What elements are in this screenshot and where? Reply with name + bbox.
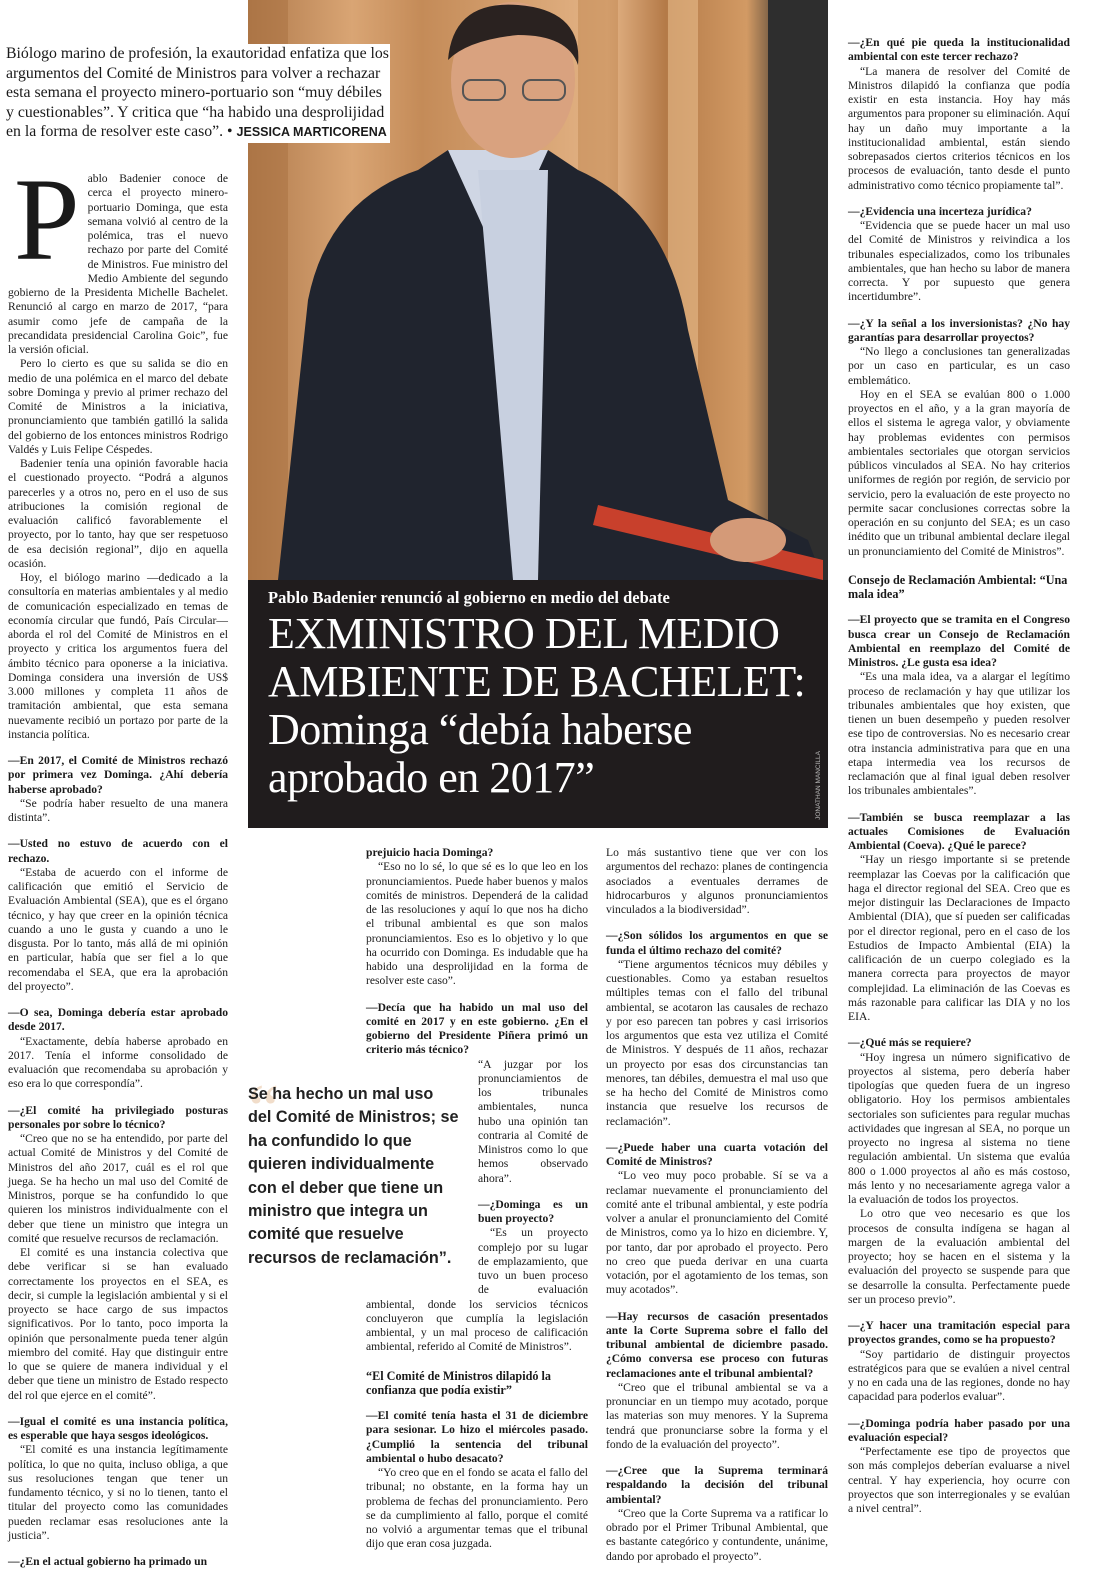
- article-column-2: [366, 846, 588, 1552]
- paragraph: Lo otro que veo necesario es que los procesos de consulta indígena se hagan al margen de la evaluación ambiental del proyecto; hoy se hacen en el sistema y la evaluación del proyecto se suspende para que se desarrolle la consulta. Perfectamente puede ser un proceso previo”.: [848, 1207, 1070, 1306]
- interview-question: —¿En qué pie queda la institucionalidad ambiental con este tercer rechazo?: [848, 36, 1070, 64]
- paragraph: “Soy partidario de distinguir proyectos estratégicos para que se evalúen a nivel central y no en cada una de las regiones, donde no hay capacidad para poderlos evaluar”.: [848, 1347, 1070, 1404]
- headline-title: EXMINISTRO DEL MEDIO AMBIENTE DE BACHELET: Dominga “debía haberse aprobado en 2017”: [268, 609, 806, 802]
- interview-question: —Decía que ha habido un mal uso del comité en 2017 y en este gobierno. ¿En el gobierno del Presidente Piñera primó un criterio más técnico?: [366, 1000, 588, 1057]
- interview-question: prejuicio hacia Dominga?: [366, 846, 494, 859]
- paragraph: “Exactamente, debía haberse aprobado en 2017. Tenía el informe consolidado de evaluación que recomendaba su aprobación y eso era lo que correspondía”.: [8, 1034, 228, 1091]
- article-column-4: [848, 36, 1070, 1516]
- column-body-top: [366, 846, 588, 1058]
- interview-question: —¿Dominga podría haber pasado por una evaluación especial?: [848, 1416, 1070, 1444]
- paragraph: “Yo creo que en el fondo se acata el fallo del tribunal; no obstante, en la forma hay un problema de fechas del pronunciamiento. Pero se da cumplimiento al fallo, porque el comité no volvió a argumentar temas que el tribunal dijo que eran cosa juzgada.: [366, 1466, 588, 1551]
- article-lead: [6, 44, 390, 143]
- headline-kicker: Pablo Badenier renunció al gobierno en medio del debate: [268, 588, 670, 607]
- paragraph: “Lo veo muy poco probable. Sí se va a reclamar nuevamente el pronunciamiento del comité ante el tribunal ambiental, y este podría volver a anular el pronunciamiento del Comité de Ministros, como ya lo hizo en diciembre. Y, por tanto, dar por aprobado el proyecto. Pero no creo que pueda derivar en una cuarta votación, por el agotamiento de los temas, son muy acotados”.: [606, 1169, 828, 1297]
- interview-question: —¿En el actual gobierno ha primado un: [8, 1555, 208, 1568]
- paragraph: “Hoy ingresa un número significativo de proyectos al sistema, pero debería haber tipologías que queden fuera de un ingreso obligatorio. Hoy los permisos ambientales sectoriales son suficientes para regular muchas actividades que ingresan al SEA, no porque un proyecto no ingresa al sistema no tiene regulación ambiental. Un sistema que evalúa 800 o 1.000 proyectos al año es más costoso, más lento y no necesariamente agrega valor a la evaluación de todos los proyectos.: [848, 1050, 1070, 1206]
- article-column-1: [8, 154, 228, 1569]
- section-subhead: “El Comité de Ministros dilapidó la confianza que podía existir”: [366, 1368, 551, 1397]
- interview-question: —¿Puede haber una cuarta votación del Comité de Ministros?: [606, 1140, 828, 1168]
- paragraph: “Estaba de acuerdo con el informe de calificación que emitió el Servicio de Evaluación Ambiental (SEA), que es el órgano técnico, y hay que creer en la opinión técnica cuando a uno le gusta y cuando a uno le disgusta. Por lo tanto, más allá de mi opinión en particular, había que ser fiel a lo que recomendaba el SEA, que era la aprobación del proyecto”.: [8, 865, 228, 993]
- paragraph: “Creo que el tribunal ambiental se va a pronunciar en un tiempo muy acotado, porque las materias son muy menores. Y la Suprema tendrá que pronunciarse sobre la forma y el fondo de la evaluación del proyecto”.: [606, 1380, 828, 1451]
- column-body: [8, 154, 228, 1569]
- paragraph: “A juzgar por los pronunciamientos de los tribunales ambientales, nunca hubo una opinión tan contraria al Comité de Ministros como lo que hemos observado ahora”.: [478, 1057, 588, 1185]
- drop-cap: P: [14, 154, 80, 285]
- interview-question: —¿Y hacer una tramitación especial para proyectos grandes, como se ha propuesto?: [848, 1319, 1070, 1347]
- interview-question: —¿Son sólidos los argumentos en que se funda el último rechazo del comité?: [606, 929, 828, 957]
- paragraph: “Evidencia que se puede hacer un mal uso del Comité de Ministros y reivindica a los tribunales especializados, como los tribunales ambientales, que han hecho su labor de manera correcta. Y por supuesto que genera incertidumbre”.: [848, 219, 1070, 304]
- interview-question: —Hay recursos de casación presentados ante la Corte Suprema sobre el fallo del tribunal ambiental de diciembre pasado. ¿Cómo conversa ese proceso con futuras reclamaciones ante el tribunal ambiental?: [606, 1309, 828, 1380]
- paragraph: “Hay un riesgo importante si se pretende reemplazar las Coevas por la calificación que haga el director regional del SEA. Creo que es mejor distinguir las Declaraciones de Impacto Ambiental (DIA), que sí pueden ser calificadas por el director regional, pero en el caso de los Estudios de Impacto Ambiental (EIA) la calificación de un cuerpo colegiado es la manera correcta para proyectos de mayor complejidad. La eliminación de las Coevas es más razonable para calificar las DIA y no los EIA.: [848, 853, 1070, 1023]
- paragraph: “Eso no lo sé, lo que sé es lo que leo en los pronunciamientos. Puede haber buenos y malos comités de ministros. Dependerá de la calidad de las resoluciones y aquí lo que nos ha dicho el tribunal ambiental es que son malos pronunciamientos. Eso es lo objetivo y lo que ha ocurrido con Dominga. Es indudable que ha habido una desprolijidad en la forma de resolver este caso”.: [366, 860, 588, 988]
- paragraph: “Es un proyecto complejo por su lugar de emplazamiento, que tuvo un buen proceso de evaluación ambiental, donde los servicios técnicos concluyeron que cumplía la legislación ambiental, y un mal proceso de calificación ambiental, referido al Comité de Ministros”.: [366, 1226, 588, 1354]
- paragraph: Badenier tenía una opinión favorable hacia el cuestionado proyecto. “Podrá a algunos parecerles y a otros no, pero en el uso de sus atribuciones la comisión regional de evaluación calificó favorablemente el proyecto, por lo tanto, hay que ser respetuoso de esa decisión regional”, dijo en aquella ocasión.: [8, 457, 228, 570]
- column-body: [606, 846, 828, 1564]
- interview-question: —Usted no estuvo de acuerdo con el rechazo.: [8, 837, 228, 865]
- paragraph: “No llego a conclusiones tan generalizadas por un caso en particular, es un caso emblemático.: [848, 345, 1070, 387]
- interview-question: —¿Evidencia una incerteza jurídica?: [848, 204, 1032, 218]
- paragraph: “Creo que no se ha entendido, por parte del actual Comité de Ministros y del Comité de Ministros del año 2017, cuál es el rol que juega. Se ha hecho un mal uso del Comité de Ministros, porque se ha confundido lo que quieren los ministros individualmente con el deber que tiene un ministro que integra un comité que resuelve recursos de reclamación.: [8, 1132, 228, 1245]
- paragraph: “La manera de resolver del Comité de Ministros dilapidó la confianza que podía existir en esta instancia. Hoy hay más argumentos para proponer su eliminación. Aquí hay un daño muy importante a la institucionalidad ambiental, están siendo sobrepasados ciertos criterios técnicos en los procesos de evaluación, tanto desde el punto administrativo como técnico propiamente tal”.: [848, 64, 1070, 192]
- paragraph: “Es una mala idea, va a alargar el legítimo proceso de reclamación y hay que utilizar los tribunales ambientales que hoy existen, que tienen un buen desempeño y pueden resolver ese tipo de controversias. No es necesario crear otra instancia administrativa para que en una etapa intermedia vea los recursos de reclamación que al final igual deben resolver los tribunales ambientales”.: [848, 670, 1070, 798]
- lead-text: Biólogo marino de profesión, la exautoridad enfatiza que los argumentos del Comité de Ministros para volver a rechazar esta semana el proyecto minero-portuario son “muy débiles y cuestionables”. Y critica que “ha habido una desprolijidad en la forma de resolver este caso”.: [6, 45, 389, 141]
- pull-quote-wrap-space: [366, 1058, 478, 1290]
- column-body: [848, 36, 1070, 1516]
- paragraph: “El comité es una instancia legítimamente política, lo que no quita, incluso obliga, a que sus resoluciones tengan que tener un fundamento técnico, y si no lo tienen, tanto el titular del proyecto como las comunidades pueden reclamar esas resoluciones ante la justicia”.: [8, 1443, 228, 1542]
- section-subhead: Consejo de Reclamación Ambiental: “Una mala idea”: [848, 572, 1068, 601]
- interview-question: —¿Qué más se requiere?: [848, 1036, 972, 1050]
- interview-question: —Igual el comité es una instancia política, es esperable que haya sesgos ideológicos.: [8, 1414, 228, 1442]
- paragraph: Pero lo cierto es que su salida se dio en medio de una polémica en el marco del debate sobre Dominga y previo al primer rechazo del Comité de Ministros a la iniciativa, pronunciamiento que también gatilló la salida del gobierno de los entonces ministros Rodrigo Valdés y Luis Felipe Céspedes.: [8, 357, 228, 456]
- paragraph: Lo más sustantivo tiene que ver con los argumentos del rechazo: planes de contingencia asociados a eventuales derrames de hidrocarburos y algunos pronunciamientos vinculados a la biodiversidad”.: [606, 846, 828, 916]
- quote-mark-icon: “: [248, 1071, 280, 1148]
- photo-credit: JONATHAN MANCILLA: [815, 751, 822, 820]
- article-column-3: [606, 846, 828, 1564]
- byline: JESSICA MARTICORENA: [236, 125, 387, 140]
- interview-question: —¿Dominga es un buen proyecto?: [478, 1197, 588, 1225]
- paragraph: Hoy en el SEA se evalúan 800 o 1.000 proyectos en el año, y a la gran mayoría de ellos el sistema le agrega valor, y obviamente hay problemas evidentes con permisos ambientales sectoriales que otorgan servicios públicos vinculados al SEA. No hay criterios uniformes de región por región, de servicio por servicio, pero la evaluación de este proyecto no permite sacar conclusiones correctas sobre la operación en su conjunto del SEA; es un caso inédito que un tribunal ambiental declare ilegal un pronunciamiento del Comité de Ministros”.: [848, 387, 1070, 558]
- headline-box: [248, 580, 828, 828]
- interview-question: —También se busca reemplazar a las actuales Comisiones de Evaluación Ambiental (Coeva). ¿Qué le parece?: [848, 810, 1070, 852]
- paragraph: “Creo que la Corte Suprema va a ratificar lo obrado por el Primer Tribunal Ambiental, que es bastante categórico y contundente, unánime, dando por aprobado el proyecto”.: [606, 1506, 828, 1563]
- interview-question: —¿Cree que la Suprema terminará respaldando la decisión del tribunal ambiental?: [606, 1464, 828, 1506]
- paragraph: “Tiene argumentos técnicos muy débiles y cuestionables. Como ya estaban resueltos múltiples temas con el fallo del tribunal ambiental, se acotaron las causales de rechazo y por eso parecen tan pobres y casi irrisorios los argumentos que esta vez utiliza el Comité de Ministros. Y después de 11 años, rechazar un proyecto por esas dos circunstancias tan menores, tan débiles, demuestra el mal uso que se ha hecho del Comité de Ministros como instancia que resuelve los recursos de reclamación”.: [606, 957, 828, 1128]
- pull-quote: Se ha hecho un mal uso del Comité de Ministros; se ha confundido lo que quieren individualmente con el deber que tiene un ministro que integra un comité que resuelve recursos de reclamación”.: [248, 1085, 459, 1267]
- interview-question: —¿Y la señal a los inversionistas? ¿No hay garantías para desarrollar proyectos?: [848, 316, 1070, 344]
- paragraph: “Perfectamente ese tipo de proyectos que son más complejos deberían evaluarse a nivel central. Y hay experiencia, hoy ocurre con proyectos que son interregionales y se evalúan a nivel central”.: [848, 1445, 1070, 1515]
- interview-question: —El proyecto que se tramita en el Congreso busca crear un Consejo de Reclamación Ambiental en reemplazo del Comité de Ministros. ¿Le gusta esa idea?: [848, 613, 1070, 669]
- paragraph: Hoy, el biólogo marino —dedicado a la consultoría en materias ambientales y al medio de comunicación especializado en temas de economía circular que fundó, País Circular— aborda el rol del Comité de Ministros en el proyecto y critica los argumentos fuera del ámbito técnico para oponerse a la iniciativa. Dominga considera una inversión de US$ 3.000 millones y completa 11 años de tramitación ambiental, que esta semana nuevamente recibió un portazo por parte de la instancia política.: [8, 571, 228, 741]
- interview-question: —O sea, Dominga debería estar aprobado desde 2017.: [8, 1006, 228, 1034]
- paragraph: “Se podría haber resuelto de una manera distinta”.: [8, 796, 228, 824]
- paragraph: ablo Badenier conoce de cerca el proyecto minero-portuario Dominga, que esta semana volvió al centro de la polémica, tras el nuevo rechazo por parte del Comité de Ministros. Fue ministro del Medio Ambiente del segundo gobierno de la Presidenta Michelle Bachelet. Renunció al cargo en marzo de 2017, “para asumir como jefe de campaña de la precandidata presidencial Carolina Goic”, fue la versión oficial.: [8, 172, 228, 356]
- paragraph: El comité es una instancia colectiva que debe verificar si se han evaluado correctamente los proyectos en el SEA, es decir, si cumple la legislación ambiental y si el proyecto se hace cargo de sus impactos significativos. Por lo tanto, poco importa la opinión que personalmente pueda tener algún miembro del comité. Hay que distinguir entre lo que se quiere de manera individual y el deber que tiene un ministro de Estado respecto del rol que ejerce en el comité”.: [8, 1246, 228, 1402]
- interview-question: —En 2017, el Comité de Ministros rechazó por primera vez Dominga. ¿Ahí debería haberse aprobado?: [8, 754, 228, 796]
- interview-question: —El comité tenía hasta el 31 de diciembre para sesionar. Lo hizo el miércoles pasado. ¿Cumplió la sentencia del tribunal ambiental o hubo desacato?: [366, 1409, 588, 1465]
- byline-bullet: •: [223, 123, 237, 141]
- interview-question: —¿El comité ha privilegiado posturas personales por sobre lo técnico?: [8, 1103, 228, 1131]
